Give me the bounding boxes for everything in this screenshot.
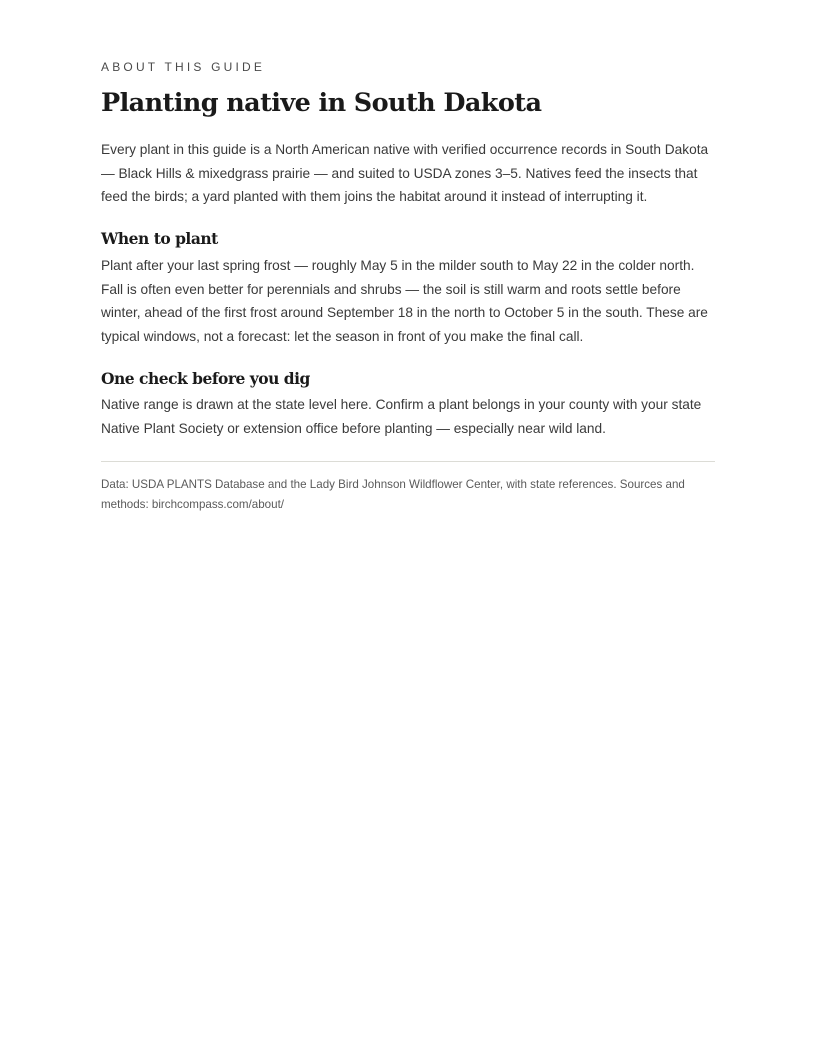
section-heading-when-to-plant: When to plant	[101, 229, 218, 248]
eyebrow-label: ABOUT THIS GUIDE	[101, 60, 266, 74]
section-body-one-check: Native range is drawn at the state level here. Confirm a plant belongs in your county with your state Native Plant Society or extension office before planting — especially near wild land.	[101, 397, 702, 436]
page-title: Planting native in South Dakota	[101, 88, 542, 118]
section-heading-one-check: One check before you dig	[101, 369, 310, 388]
intro-paragraph: Every plant in this guide is a North American native with verified occurrence records in South Dakota — Black Hills & mixedgrass prairie — and suited to USDA zones 3–5. Natives feed the insects that feed the birds; a yard planted with them joins the habitat around it instead of interrupting it.	[101, 142, 709, 205]
sources-note: Data: USDA PLANTS Database and the Lady Bird Johnson Wildflower Center, with state references. Sources and methods: birchcompass.com/about/	[101, 478, 685, 511]
divider	[101, 461, 715, 462]
section-body-when-to-plant: Plant after your last spring frost — roughly May 5 in the milder south to May 22 in the colder north. Fall is often even better for perennials and shrubs — the soil is still warm and roots settle before winter, ahead of the first frost around September 18 in the north to October 5 in the south. These are typical windows, not a forecast: let the season in front of you make the final call.	[101, 258, 708, 344]
